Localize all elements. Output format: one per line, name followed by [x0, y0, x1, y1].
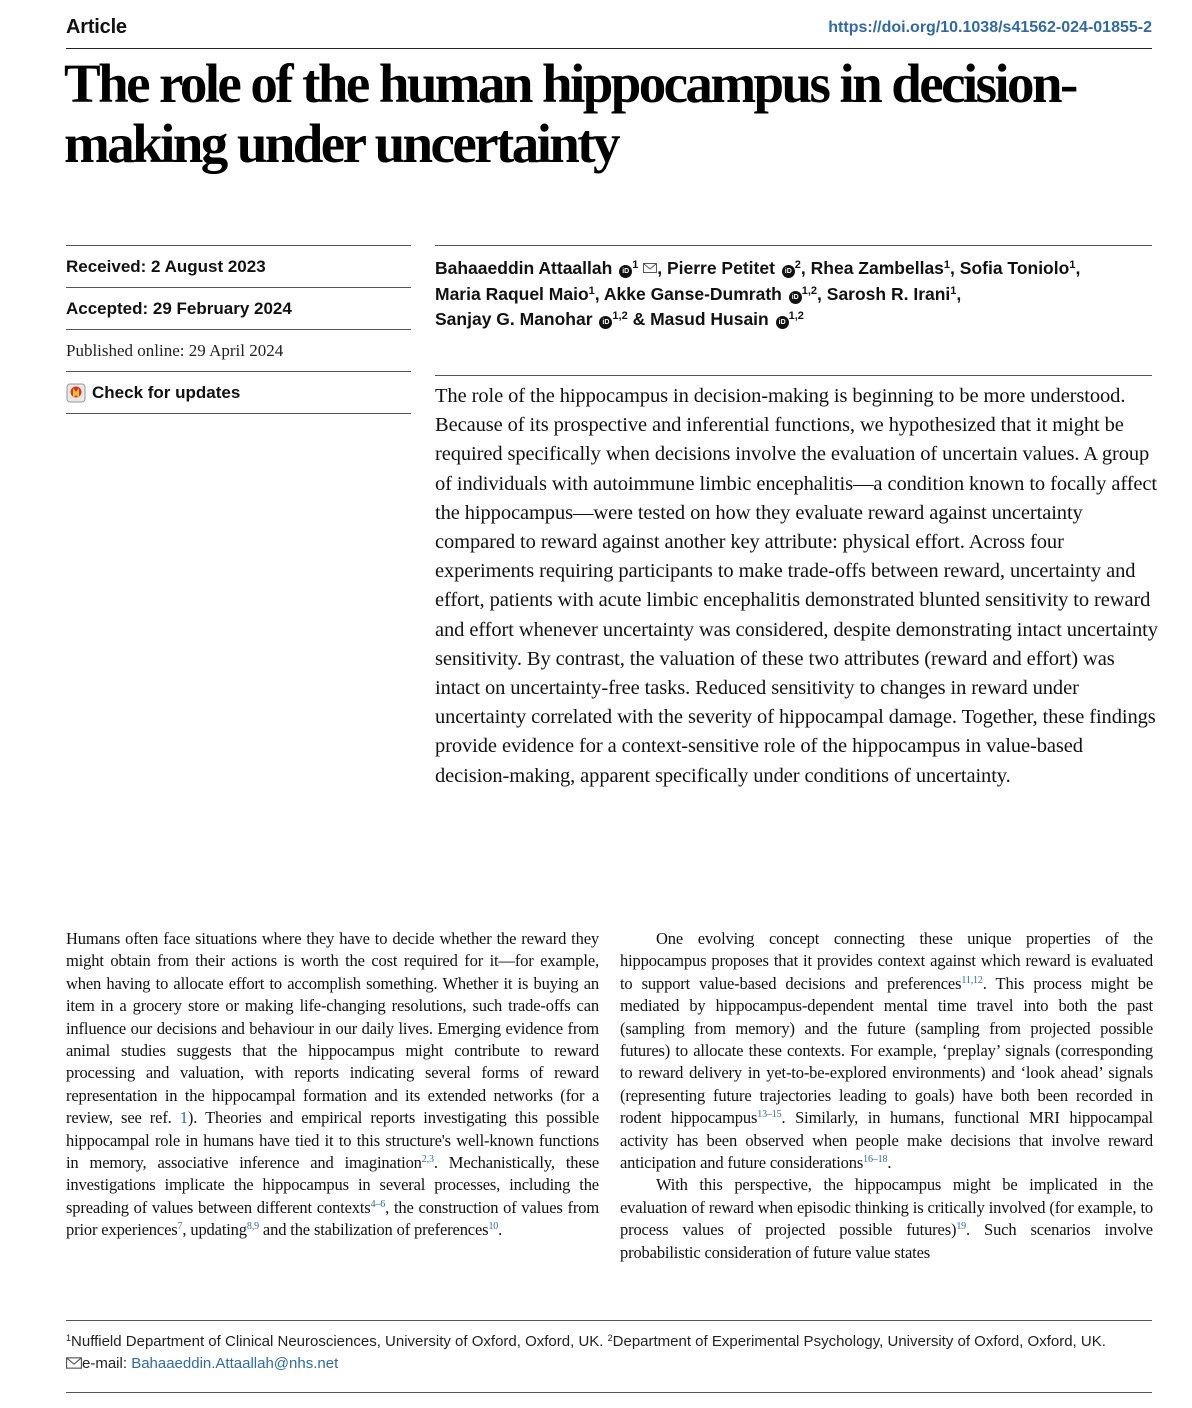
citation-link[interactable]: 1 — [179, 1108, 188, 1128]
affiliation-marker: 1,2 — [788, 310, 804, 322]
affiliation-marker: 1 — [950, 284, 957, 297]
author-name[interactable]: Masud Husain — [650, 309, 769, 329]
body-column-left — [66, 928, 599, 1242]
author-name[interactable]: Akke Ganse-Dumrath — [603, 283, 782, 304]
author-name[interactable]: Sanjay G. Manohar — [435, 309, 593, 329]
affiliation-marker: 1 — [943, 259, 951, 271]
citation-link[interactable]: 7 — [177, 1221, 183, 1233]
published-date: Published online: 29 April 2024 — [66, 329, 411, 371]
affiliation-marker: 1 — [1069, 259, 1076, 271]
check-for-updates-label: Check for updates — [92, 382, 241, 402]
affiliation-marker: 1 — [632, 259, 639, 271]
email-label: e-mail: — [82, 1355, 128, 1372]
abstract: The role of the hippocampus in decision-making is beginning to be more understood. Because of its prospective and inferential functions, we hypothesized that it might be required specifically when decisions involve the evaluation of uncertain values. A group of individuals with autoimmune limbic encephalitis—a condition known to focally affect the hippocampus—were tested on how they evaluate reward against uncertainty compared to reward against another key attribute: physical effort. Across four experiments requiring participants to make trade-offs between reward, uncertainty and effort, patients with acute limbic encephalitis demonstrated blunted sensitivity to reward and effort whenever uncertainty was considered, despite demonstrating intact uncertainty sensitivity. By contrast, the valuation of these two attributes (reward and effort) was intact on uncertainty-free tasks. Reduced sensitivity to changes in reward under uncertainty correlated with the severity of hippocampal damage. Together, these findings provide evidence for a context-sensitive role of the hippocampus in value-based decision-making, apparent specifically under conditions of uncertainty. — [435, 385, 1158, 787]
orcid-icon[interactable]: iD — [789, 291, 802, 304]
affiliation-2: Department of Experimental Psychology, University of Oxford, Oxford, UK. — [612, 1333, 1106, 1350]
footnote-divider — [66, 1320, 1152, 1321]
body-paragraph: Humans often face situations where they have to decide whether the reward they might obtain from their actions is worth the cost required for it—for example, when having to allocate effort to accomplish something. Whether it is buying an item in a grocery store or making life-changing resolutions, such trade-offs can influence our decisions and behaviour in our daily lives. Emerging evidence from animal studies suggests that the hippocampus might contribute to reward processing and valuation, with reports indicating several forms of reward representation in the hippocampal formation and its extended networks (for a review, see ref. 1). Theories and empirical reports investigating this possible hippocampal role in humans have tied it to this structure's well-known functions in memory, associative inference and imagination$^{2,3}$. Mechanistically, these investigations implicate the hippocampus in several processes, including the spreading of values between different contexts$^{4-6}$, the construction of values from prior experiences$^7$, updating$^{8,9}$ and the stabilization of preferences$^{10}$. — [66, 929, 600, 1240]
affiliation-marker: 1 — [588, 284, 595, 297]
email-link[interactable]: Bahaaeddin.Attaallah@nhs.net — [131, 1355, 339, 1372]
affiliations-footnote — [66, 1331, 1156, 1375]
orcid-icon[interactable]: iD — [776, 316, 789, 329]
author-name[interactable]: Sofia Toniolo — [959, 258, 1070, 278]
author-list: Bahaaeddin Attaallah $iD^1$ , Pierre Petitet $iD^2$, Rhea Zambellas$^1$, Sofia Toniolo$^1$, Maria Raquel Maio$^1$, Akke Ganse-Dumrath iD$^{1,2}$, Sarosh R. Irani$^1$, Sanjay G. Manohar iD$^{1,2}$ & Masud Husain iD$^{1,2}$ — [435, 245, 1152, 333]
author-name[interactable]: Bahaaeddin Attaallah — [435, 258, 613, 278]
affiliation-marker: 2 — [794, 259, 801, 271]
publication-metadata — [66, 245, 411, 414]
mail-icon[interactable] — [643, 263, 657, 273]
received-date: Received: 2 August 2023 — [66, 245, 411, 287]
mail-icon — [66, 1357, 82, 1369]
affiliations-line: $^1$Nuffield Department of Clinical Neurosciences, University of Oxford, Oxford, UK. $^2$Department of Experimental Psychology, University of Oxford, Oxford, UK. — [66, 1333, 1106, 1350]
author-name[interactable]: Rhea Zambellas — [810, 258, 944, 278]
orcid-icon[interactable]: iD — [619, 265, 632, 278]
author-name[interactable]: Maria Raquel Maio — [435, 283, 589, 304]
check-for-updates-button[interactable] — [66, 371, 411, 414]
doi-link[interactable]: https://doi.org/10.1038/s41562-024-01855-2 — [828, 19, 1152, 36]
citation-link[interactable]: 8,9 — [246, 1221, 259, 1233]
accepted-date: Accepted: 29 February 2024 — [66, 287, 411, 329]
citation-link[interactable]: 19 — [956, 1221, 967, 1233]
abstract-divider — [435, 375, 1152, 376]
orcid-icon[interactable]: iD — [599, 316, 612, 329]
article-type-label: Article — [66, 16, 127, 38]
body-paragraph: One evolving concept connecting these unique properties of the hippocampus proposes that it provides context against which reward is evaluated to support value-based decisions and preferences$^{11,12}$. This process might be mediated by hippocampus-dependent mental time travel into both the past (sampling from memory) and the future (sampling from projected possible futures) to allocate these contexts. For example, ‘preplay’ signals (corresponding to reward delivery in yet-to-be-explored environments) and ‘look ahead’ signals (representing future trajectories leading to goals) have both been recorded in rodent hippocampus$^{13-15}$. Similarly, in humans, functional MRI hippocampal activity has been observed when people make decisions that involve reward anticipation and future considerations$^{16-18}$. — [620, 929, 1153, 1173]
citation-link[interactable]: 2,3 — [421, 1154, 434, 1166]
body-paragraph: With this perspective, the hippocampus might be implicated in the evaluation of reward when episodic thinking is critically involved (for example, to process values of projected possible futures)$^{19}$. Such scenarios involve probabilistic consideration of future value states — [620, 1175, 1153, 1262]
affiliation-1: Nuffield Department of Clinical Neurosciences, University of Oxford, Oxford, UK. — [71, 1333, 604, 1350]
page-bottom-divider — [66, 1392, 1152, 1393]
citation-link[interactable]: 4–6 — [370, 1198, 386, 1210]
affiliation-marker: 1,2 — [801, 284, 818, 297]
header-divider — [66, 48, 1152, 49]
citation-link[interactable]: 13–15 — [757, 1109, 782, 1121]
citation-link[interactable]: 16–18 — [863, 1154, 888, 1166]
author-name[interactable]: Pierre Petitet — [666, 258, 775, 278]
email-line — [66, 1353, 1156, 1375]
citation-link[interactable]: 11,12 — [961, 974, 983, 986]
affiliation-marker: 1,2 — [612, 310, 628, 322]
crossmark-icon — [66, 383, 86, 403]
body-column-right — [620, 928, 1153, 1264]
author-name[interactable]: Sarosh R. Irani — [826, 283, 951, 304]
orcid-icon[interactable]: iD — [782, 265, 795, 278]
article-title: The role of the human hippocampus in decision-making under uncertainty — [64, 53, 1076, 174]
citation-link[interactable]: 10 — [488, 1221, 499, 1233]
